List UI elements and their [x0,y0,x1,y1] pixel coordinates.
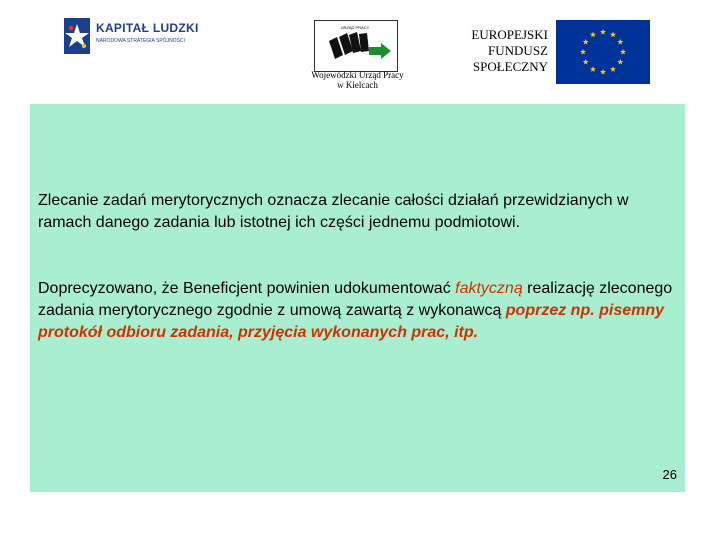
paragraph-2-emphasis: poprzez np. pisemny protokół odbioru zadania, przyjęcia wykonanych prac, itp. [38,302,665,341]
paragraph-2 [38,278,678,344]
efs-line1: EUROPEJSKI [471,27,548,42]
paragraph-2-middle: realizację zleconego zadania merytorycznego zgodnie z umową zawartą z wykonawcą [38,280,673,319]
header [0,0,720,104]
paragraph-2-start: Doprecyzowano, że Beneficjent powinien udokumentować [38,280,456,297]
kapital-ludzki-star-icon [62,16,94,58]
wup-box-label: URZĄD PRACY [340,25,370,30]
wup-caption [290,70,425,90]
kapital-ludzki-logo [62,16,199,58]
paragraph-1: Zlecanie zadań merytorycznych oznacza zlecanie całości działań przewidzianych w ramach danego zadania lub istotnej ich części jednemu podmiotowi. [38,192,629,231]
efs-line3: SPOŁECZNY [472,59,548,74]
wup-caption-line2: w Kielcach [337,80,378,90]
content-panel [30,104,685,492]
cards-arrow-icon [315,21,397,71]
efs-line2: FUNDUSZ [488,43,548,58]
kl-title: KAPITAŁ LUDZKI [96,21,199,35]
wup-logo [314,20,398,72]
paragraph-2-highlight: faktyczną [455,280,523,297]
eu-flag-icon [556,20,650,84]
page-number: 26 [662,467,677,482]
efs-text [448,27,548,75]
wup-caption-line1: Wojewódzki Urząd Pracy [311,70,404,80]
kl-subtitle: NARODOWA STRATEGIA SPÓJNOŚCI [96,38,185,44]
